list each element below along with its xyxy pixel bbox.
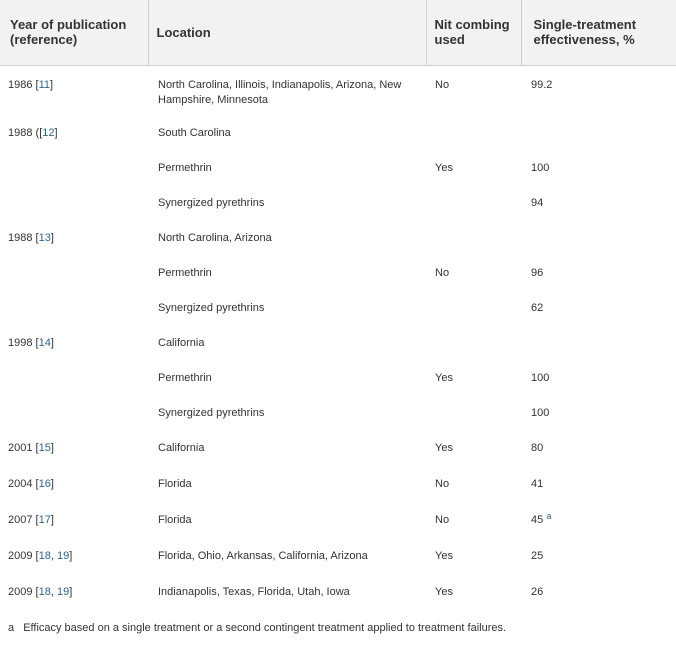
- effectiveness-value: 99.2: [531, 78, 553, 91]
- reference-link[interactable]: 17: [38, 514, 51, 526]
- cell-location: Synergized pyrethrins: [158, 197, 265, 209]
- cell-year: [0, 254, 148, 289]
- cell-location: Florida: [158, 478, 192, 490]
- table-row: [0, 254, 676, 289]
- table-row: [0, 289, 676, 324]
- cell-location: California: [158, 337, 205, 349]
- cell-nit-combing: No: [435, 78, 450, 91]
- footnote-superscript[interactable]: a: [546, 511, 552, 521]
- year-text: 2004: [8, 478, 33, 490]
- reference-link[interactable]: 19: [56, 550, 70, 562]
- reference-link[interactable]: 11: [38, 78, 51, 91]
- cell-effectiveness: [521, 289, 676, 324]
- cell-year: [0, 65, 148, 114]
- table-row: [0, 429, 676, 465]
- effectiveness-value: 45: [531, 514, 544, 526]
- cell-effectiveness: [521, 114, 676, 149]
- cell-year: [0, 394, 148, 429]
- effectiveness-value: 100: [531, 372, 550, 384]
- ref-open: [: [32, 478, 39, 490]
- header-year: Year of publication (reference): [0, 0, 148, 65]
- cell-effectiveness: [521, 65, 676, 114]
- footnote: [8, 622, 506, 634]
- footnote-text: Efficacy based on a single treatment or a second contingent treatment applied to treatment failures.: [23, 622, 507, 634]
- cell-effectiveness: [521, 324, 676, 359]
- reference-link[interactable]: 19: [56, 586, 70, 598]
- cell-year: [0, 219, 148, 254]
- year-text: 1988: [8, 232, 33, 244]
- reference-link[interactable]: 14: [38, 337, 51, 349]
- cell-nit-combing: No: [435, 478, 450, 490]
- cell-effectiveness: [521, 149, 676, 184]
- ref-close: ]: [50, 78, 54, 91]
- year-text: 1998: [8, 337, 33, 349]
- cell-effectiveness: [521, 394, 676, 429]
- table-row: [0, 114, 676, 149]
- effectiveness-value: 26: [531, 586, 544, 598]
- cell-nit-combing: [426, 184, 521, 219]
- effectiveness-value: 94: [531, 197, 544, 209]
- year-text: 1988: [8, 127, 33, 139]
- ref-open: ([: [32, 127, 43, 139]
- ref-open: [: [32, 550, 39, 562]
- cell-effectiveness: [521, 465, 676, 501]
- cell-nit-combing: No: [435, 514, 450, 526]
- cell-effectiveness: [521, 429, 676, 465]
- year-text: 2001: [8, 442, 33, 454]
- cell-location: Synergized pyrethrins: [158, 407, 265, 419]
- ref-open: [: [32, 514, 39, 526]
- cell-effectiveness: [521, 537, 676, 573]
- cell-year: [0, 429, 148, 465]
- cell-location: North Carolina, Arizona: [158, 232, 272, 244]
- cell-location: South Carolina: [158, 127, 231, 139]
- cell-location: California: [158, 442, 205, 454]
- cell-location: Indianapolis, Texas, Florida, Utah, Iowa: [158, 586, 350, 598]
- cell-nit-combing: Yes: [435, 372, 453, 384]
- table-row: [0, 394, 676, 429]
- reference-link[interactable]: 13: [38, 232, 51, 244]
- cell-year: [0, 289, 148, 324]
- table-row: [0, 573, 676, 609]
- effectiveness-value: 80: [531, 442, 544, 454]
- year-text: 2007: [8, 514, 33, 526]
- ref-open: [: [32, 442, 39, 454]
- cell-nit-combing: [426, 324, 521, 359]
- effectiveness-value: 96: [531, 267, 544, 279]
- table-body: [0, 65, 676, 609]
- cell-year: [0, 359, 148, 394]
- cell-year: [0, 114, 148, 149]
- effectiveness-value: 100: [531, 407, 550, 419]
- reference-link[interactable]: 18: [38, 550, 51, 562]
- cell-location: North Carolina, Illinois, Indianapolis, Arizona, New Hampshire, Minnesota: [158, 78, 402, 106]
- ref-close: ]: [50, 232, 54, 244]
- header-row: [0, 0, 676, 65]
- ref-close: ]: [50, 442, 54, 454]
- cell-nit-combing: [426, 114, 521, 149]
- ref-close: ]: [54, 127, 58, 139]
- ref-open: [: [32, 586, 39, 598]
- cell-nit-combing: Yes: [435, 550, 453, 562]
- cell-year: [0, 501, 148, 537]
- ref-open: [: [32, 232, 39, 244]
- cell-year: [0, 324, 148, 359]
- cell-year: [0, 184, 148, 219]
- cell-nit-combing: Yes: [435, 442, 453, 454]
- cell-effectiveness: [521, 219, 676, 254]
- table-row: [0, 184, 676, 219]
- ref-close: ]: [50, 337, 54, 349]
- ref-close: ]: [50, 514, 54, 526]
- table-row: [0, 465, 676, 501]
- reference-link[interactable]: 18: [38, 586, 51, 598]
- cell-effectiveness: [521, 254, 676, 289]
- cell-year: [0, 149, 148, 184]
- ref-close: ]: [69, 586, 73, 598]
- ref-close: ]: [69, 550, 73, 562]
- reference-link[interactable]: 16: [38, 478, 51, 490]
- cell-location: Florida: [158, 514, 192, 526]
- year-text: 2009: [8, 550, 33, 562]
- table-row: [0, 324, 676, 359]
- table-row: [0, 359, 676, 394]
- cell-location: Permethrin: [158, 267, 212, 279]
- header-nit-combing: Nit combing used: [426, 0, 521, 65]
- footnote-mark: a: [8, 622, 15, 634]
- table-row: [0, 65, 676, 114]
- effectiveness-value: 25: [531, 550, 544, 562]
- cell-year: 2009 [18, 19]: [8, 586, 73, 598]
- cell-effectiveness: [521, 359, 676, 394]
- effectiveness-value: 41: [531, 478, 544, 490]
- table-row: [0, 501, 676, 537]
- effectiveness-value: 62: [531, 302, 544, 314]
- cell-nit-combing: Yes: [435, 586, 453, 598]
- ref-open: [: [32, 337, 39, 349]
- year-text: 2009: [8, 586, 33, 598]
- reference-link[interactable]: 12: [42, 127, 55, 139]
- cell-nit-combing: No: [435, 267, 450, 279]
- year-text: 1986: [8, 78, 33, 91]
- ref-open: [: [32, 78, 39, 91]
- cell-year: 2009 [18, 19]: [8, 550, 73, 562]
- cell-location: Florida, Ohio, Arkansas, California, Arizona: [158, 550, 368, 562]
- table-row: [0, 149, 676, 184]
- effectiveness-value: 100: [531, 162, 550, 174]
- table-row: [0, 537, 676, 573]
- cell-effectiveness: [521, 573, 676, 609]
- cell-effectiveness: [521, 501, 676, 537]
- ref-close: ]: [50, 478, 54, 490]
- table-header: [0, 0, 676, 65]
- cell-nit-combing: [426, 219, 521, 254]
- cell-nit-combing: [426, 289, 521, 324]
- header-effectiveness: Single-treatment effectiveness, %: [521, 0, 676, 65]
- reference-link[interactable]: 15: [38, 442, 51, 454]
- cell-nit-combing: Yes: [435, 162, 453, 174]
- table-row: [0, 219, 676, 254]
- cell-location: Synergized pyrethrins: [158, 302, 265, 314]
- cell-effectiveness: [521, 184, 676, 219]
- cell-location: Permethrin: [158, 372, 212, 384]
- cell-location: Permethrin: [158, 162, 212, 174]
- cell-nit-combing: [426, 394, 521, 429]
- cell-year: [0, 465, 148, 501]
- header-location: Location: [148, 0, 426, 65]
